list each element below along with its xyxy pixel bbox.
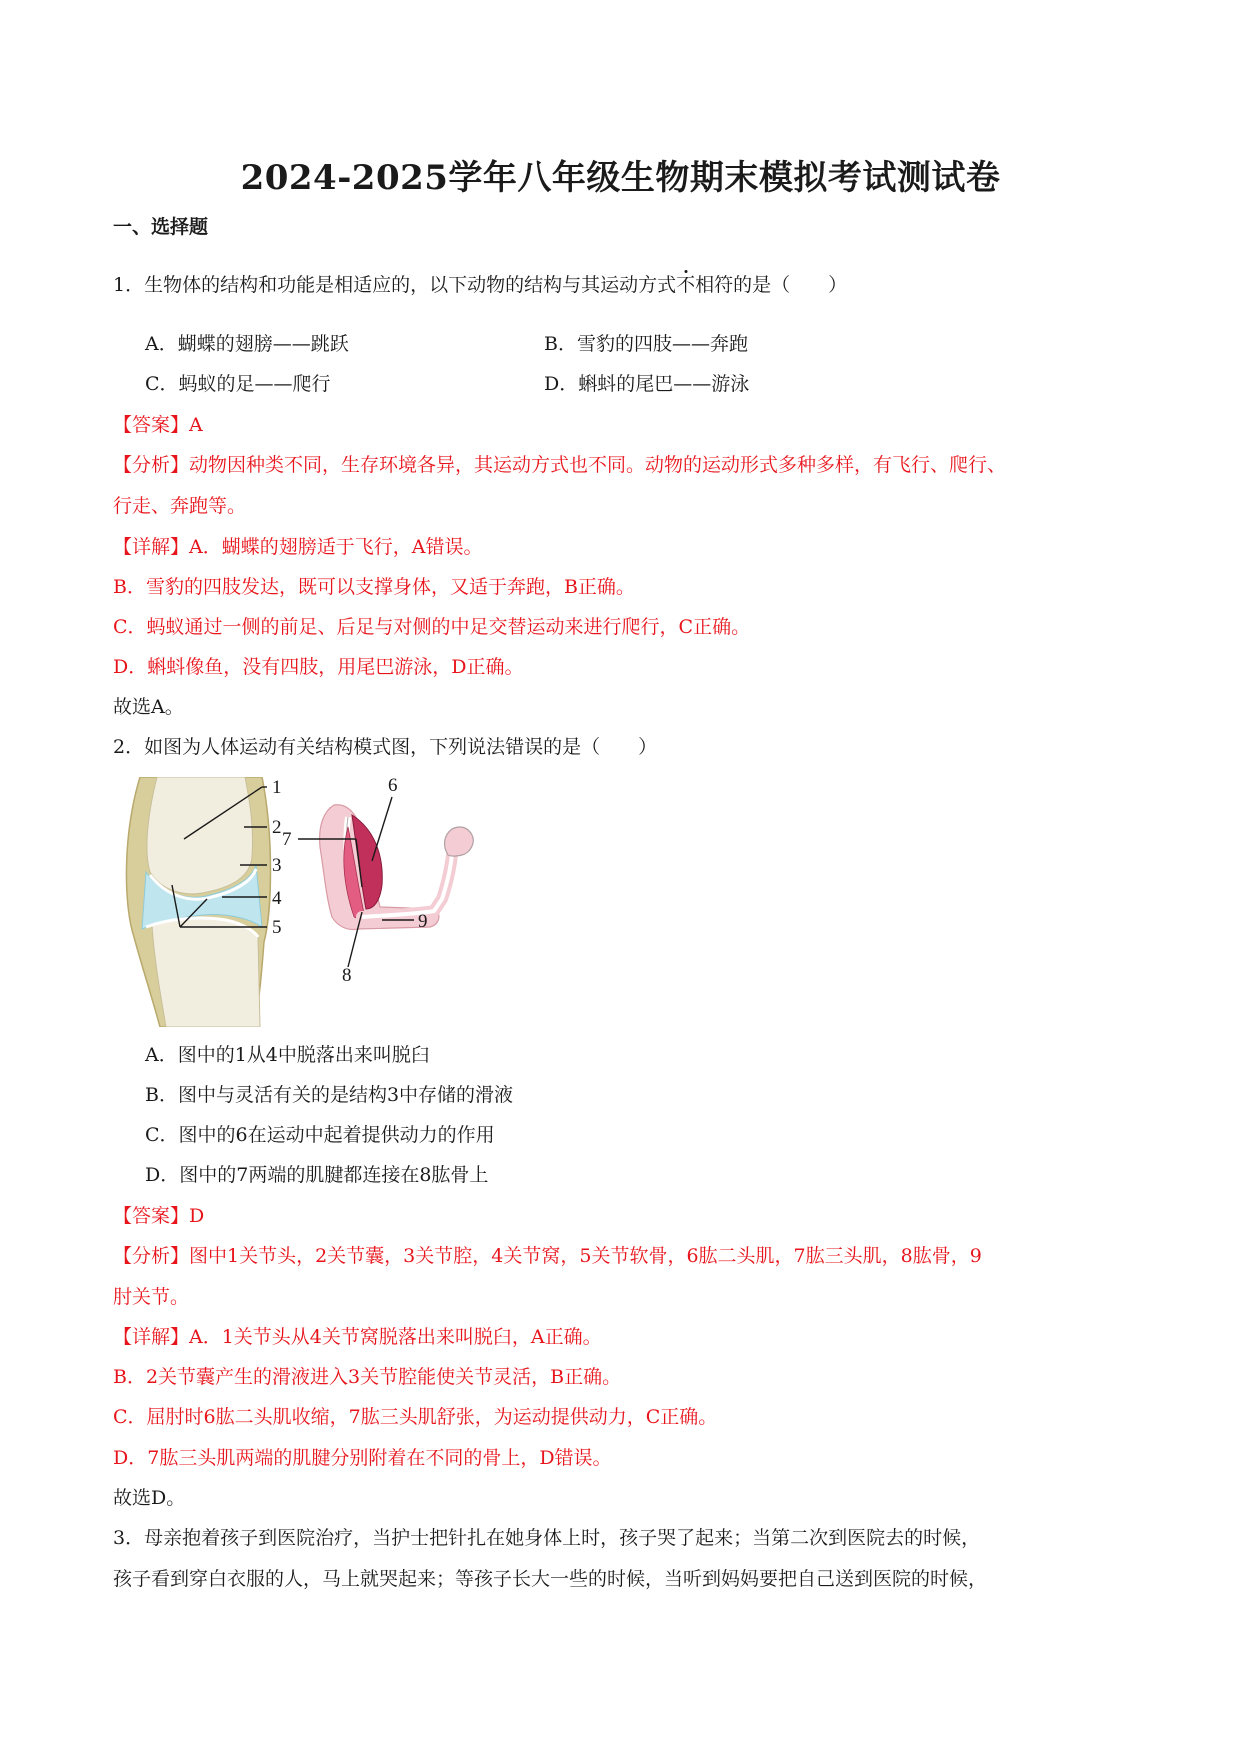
q1-option-b: B．雪豹的四肢——奔跑 bbox=[544, 333, 748, 355]
q1-detail-c: C．蚂蚁通过一侧的前足、后足与对侧的中足交替运动来进行爬行，C正确。 bbox=[113, 616, 751, 638]
page-title: 2024-2025学年八年级生物期末模拟考试测试卷 bbox=[240, 158, 1001, 198]
q2-detail-a: 【详解】A．1关节头从4关节窝脱落出来叫脱臼，A正确。 bbox=[113, 1326, 602, 1348]
q1-analysis-line-1: 【分析】动物因种类不同，生存环境各异，其运动方式也不同。动物的运动形式多种多样，有飞行、爬行、 bbox=[113, 454, 1007, 476]
figure-label-7: 7 bbox=[282, 829, 292, 850]
arm-diagram bbox=[320, 805, 474, 930]
q2-option-d: D．图中的7两端的肌腱都连接在8肱骨上 bbox=[145, 1164, 489, 1186]
figure-label-4: 4 bbox=[272, 888, 282, 909]
q1-option-a: A．蝴蝶的翅膀——跳跃 bbox=[145, 333, 349, 355]
section-heading: 一、选择题 bbox=[113, 216, 209, 238]
q1-stem-emph: 不 bbox=[676, 274, 696, 296]
figure-label-9: 9 bbox=[418, 911, 428, 932]
q1-conclusion: 故选A。 bbox=[113, 696, 184, 718]
q2-analysis-line-1: 【分析】图中1关节头，2关节囊，3关节腔，4关节窝，5关节软骨，6肱二头肌，7肱三头肌，8肱骨，9 bbox=[113, 1245, 982, 1267]
q2-detail-d: D．7肱三头肌两端的肌腱分别附着在不同的骨上，D错误。 bbox=[113, 1447, 612, 1469]
q1-detail-a: 【详解】A．蝴蝶的翅膀适于飞行，A错误。 bbox=[113, 536, 483, 558]
q3-stem-line-1: 3．母亲抱着孩子到医院治疗，当护士把针扎在她身体上时，孩子哭了起来；当第二次到医院去的时候， bbox=[113, 1527, 981, 1549]
q2-option-a: A．图中的1从4中脱落出来叫脱臼 bbox=[145, 1044, 430, 1066]
q3-stem-line-2: 孩子看到穿白衣服的人，马上就哭起来；等孩子长大一些的时候，当听到妈妈要把自己送到医院的时候， bbox=[113, 1568, 988, 1590]
q1-answer: 【答案】A bbox=[113, 414, 203, 436]
figure-label-5: 5 bbox=[272, 917, 282, 938]
q2-option-b: B．图中与灵活有关的是结构3中存储的滑液 bbox=[145, 1084, 514, 1106]
figure-label-8: 8 bbox=[342, 965, 352, 986]
figure-label-1: 1 bbox=[272, 777, 282, 798]
q2-option-c: C．图中的6在运动中起着提供动力的作用 bbox=[145, 1124, 495, 1146]
joint-diagram bbox=[126, 777, 270, 1027]
q1-option-c: C．蚂蚁的足——爬行 bbox=[145, 373, 331, 395]
q1-stem-after: 相符的是（ ） bbox=[695, 274, 848, 296]
q1-stem bbox=[113, 270, 847, 297]
q1-analysis-line-2: 行走、奔跑等。 bbox=[113, 495, 247, 517]
q2-detail-b: B．2关节囊产生的滑液进入3关节腔能使关节灵活，B正确。 bbox=[113, 1366, 622, 1388]
q2-analysis-line-2: 肘关节。 bbox=[113, 1286, 190, 1308]
q2-answer: 【答案】D bbox=[113, 1205, 205, 1227]
figure-label-2: 2 bbox=[272, 817, 282, 838]
q2-stem: 2．如图为人体运动有关结构模式图，下列说法错误的是（ ） bbox=[113, 736, 658, 758]
q1-detail-b: B．雪豹的四肢发达，既可以支撑身体，又适于奔跑，B正确。 bbox=[113, 576, 635, 598]
figure-label-3: 3 bbox=[272, 855, 282, 876]
q2-detail-c: C．屈肘时6肱二头肌收缩，7肱三头肌舒张，为运动提供动力，C正确。 bbox=[113, 1406, 718, 1428]
q2-conclusion: 故选D。 bbox=[113, 1487, 186, 1509]
q1-option-d: D．蝌蚪的尾巴——游泳 bbox=[544, 373, 750, 395]
figure-label-6: 6 bbox=[388, 777, 398, 796]
q1-stem-before: 1．生物体的结构和功能是相适应的，以下动物的结构与其运动方式 bbox=[113, 274, 677, 296]
q1-detail-d: D．蝌蚪像鱼，没有四肢，用尾巴游泳，D正确。 bbox=[113, 656, 524, 678]
joint-and-arm-figure bbox=[112, 777, 532, 1027]
